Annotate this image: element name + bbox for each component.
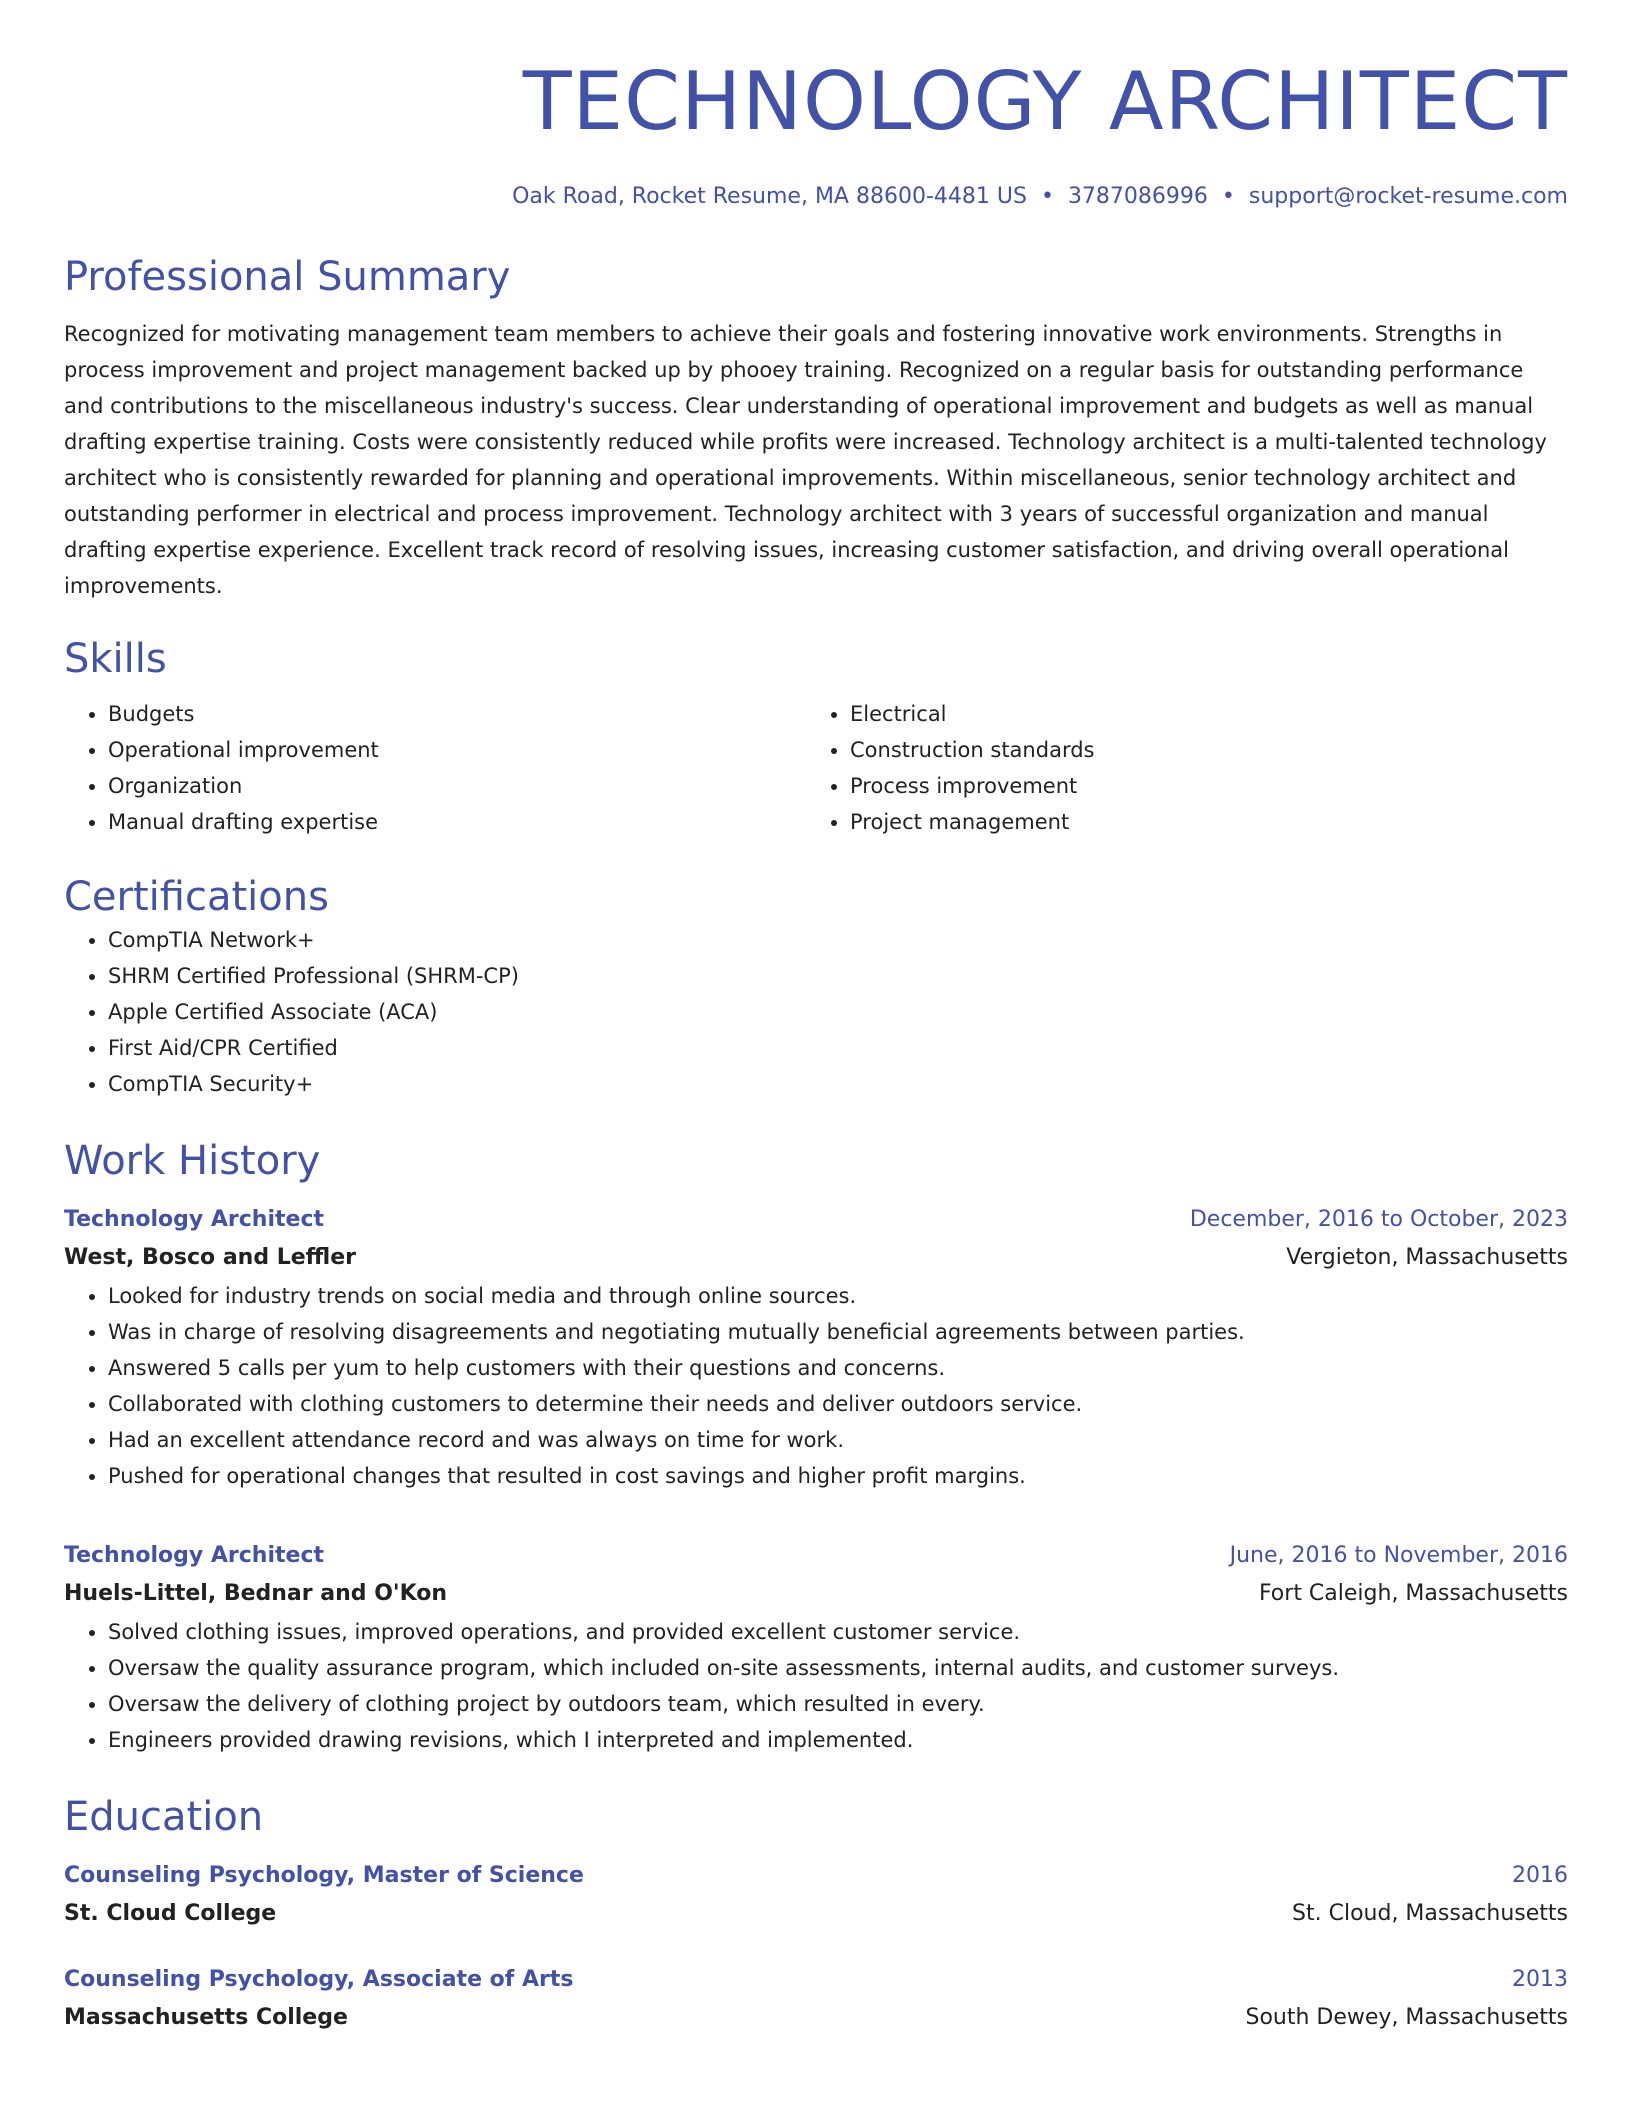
- job-bullet: • Engineers provided drawing revisions, which I interpreted and implemented.: [108, 1722, 1568, 1758]
- education-school: St. Cloud College: [64, 1901, 277, 1926]
- job-header-row: [64, 1538, 1568, 1574]
- section-title-skills: Skills: [64, 636, 167, 682]
- job-bullet: • Answered 5 calls per yum to help customers with their questions and concerns.: [108, 1350, 1568, 1386]
- education-school-row: [64, 1894, 1568, 1934]
- job-entry: [64, 1538, 1568, 1758]
- job-bullet: • Pushed for operational changes that resulted in cost savings and higher profit margins.: [108, 1458, 1568, 1494]
- job-bullet: • Solved clothing issues, improved operations, and provided excellent customer service.: [108, 1614, 1568, 1650]
- skill-item: • Process improvement: [850, 768, 1548, 804]
- section-title-certifications: Certifications: [64, 874, 329, 920]
- skill-item: • Manual drafting expertise: [108, 804, 806, 840]
- resume-name: TECHNOLOGY ARCHITECT: [522, 55, 1568, 148]
- certifications-list: [64, 922, 1568, 1102]
- job-company-row: [64, 1238, 1568, 1278]
- job-bullet: • Collaborated with clothing customers to determine their needs and deliver outdoors service.: [108, 1386, 1568, 1422]
- contact-line: [64, 182, 1568, 212]
- contact-email[interactable]: support@rocket-resume.com: [1248, 184, 1568, 209]
- job-location: Vergieton, Massachusetts: [1286, 1245, 1568, 1270]
- certification-item: • SHRM Certified Professional (SHRM-CP): [108, 958, 1568, 994]
- job-location: Fort Caleigh, Massachusetts: [1258, 1581, 1568, 1606]
- education-header-row: [64, 1858, 1568, 1894]
- skill-item: • Construction standards: [850, 732, 1548, 768]
- skills-column-left: [64, 696, 806, 840]
- skills-grid: [64, 696, 1568, 840]
- certification-item: • CompTIA Network+: [108, 922, 1568, 958]
- contact-address: Oak Road, Rocket Resume, MA 88600-4481 US: [512, 184, 1027, 209]
- education-entry: [64, 1962, 1568, 2038]
- job-bullets: [64, 1614, 1568, 1758]
- job-bullet: • Oversaw the delivery of clothing project by outdoors team, which resulted in every.: [108, 1686, 1568, 1722]
- job-company: West, Bosco and Leffler: [64, 1245, 357, 1270]
- skill-item: • Organization: [108, 768, 806, 804]
- skill-item: • Project management: [850, 804, 1548, 840]
- education-degree: Counseling Psychology, Associate of Arts: [64, 1967, 574, 1992]
- skills-column-right: [806, 696, 1548, 840]
- job-bullet: • Looked for industry trends on social media and through online sources.: [108, 1278, 1568, 1314]
- skill-item: • Electrical: [850, 696, 1548, 732]
- job-company: Huels-Littel, Bednar and O'Kon: [64, 1581, 448, 1606]
- section-title-education: Education: [64, 1794, 264, 1840]
- job-bullet: • Oversaw the quality assurance program, which included on-site assessments, internal audits, and customer surveys.: [108, 1650, 1568, 1686]
- section-title-summary: Professional Summary: [64, 254, 511, 300]
- education-school-row: [64, 1998, 1568, 2038]
- job-header-row: [64, 1202, 1568, 1238]
- job-entry: [64, 1202, 1568, 1494]
- summary-text: Recognized for motivating management team members to achieve their goals and fostering innovative work environments. Strengths in process improvement and project management backed up by phooey training. Recognized on a regular basis for outstanding performance and contributions to the miscellaneous industry's success. Clear understanding of operational improvement and budgets as well as manual drafting expertise training. Costs were consistently reduced while profits were increased. Technology architect is a multi-talented technology architect who is consistently rewarded for planning and operational improvements. Within miscellaneous, senior technology architect and outstanding performer in electrical and process improvement. Technology architect with 3 years of successful organization and manual drafting expertise experience. Excellent track record of resolving issues, increasing customer satisfaction, and driving overall operational improvements.: [64, 322, 1547, 598]
- certification-item: • CompTIA Security+: [108, 1066, 1568, 1102]
- contact-separator: •: [1221, 184, 1235, 209]
- education-school: Massachusetts College: [64, 2005, 348, 2030]
- job-dates: December, 2016 to October, 2023: [1189, 1207, 1568, 1232]
- certification-item: • Apple Certified Associate (ACA): [108, 994, 1568, 1030]
- education-location: St. Cloud, Massachusetts: [1292, 1901, 1568, 1926]
- job-dates: June, 2016 to November, 2016: [1229, 1543, 1568, 1568]
- job-bullet: • Was in charge of resolving disagreements and negotiating mutually beneficial agreements between parties.: [108, 1314, 1568, 1350]
- job-company-row: [64, 1574, 1568, 1614]
- job-title: Technology Architect: [64, 1543, 325, 1568]
- contact-phone: 3787086996: [1067, 184, 1208, 209]
- section-title-work-history: Work History: [64, 1138, 321, 1184]
- job-bullet: • Had an excellent attendance record and was always on time for work.: [108, 1422, 1568, 1458]
- certification-item: • First Aid/CPR Certified: [108, 1030, 1568, 1066]
- education-degree: Counseling Psychology, Master of Science: [64, 1863, 584, 1888]
- skills-list-left: [64, 696, 806, 840]
- skill-item: • Budgets: [108, 696, 806, 732]
- job-title: Technology Architect: [64, 1207, 325, 1232]
- education-header-row: [64, 1962, 1568, 1998]
- skill-item: • Operational improvement: [108, 732, 806, 768]
- job-bullets: [64, 1278, 1568, 1494]
- education-entry: [64, 1858, 1568, 1934]
- education-location: South Dewey, Massachusetts: [1245, 2005, 1568, 2030]
- education-year: 2013: [1512, 1967, 1568, 1992]
- skills-list-right: [806, 696, 1548, 840]
- education-year: 2016: [1512, 1863, 1568, 1888]
- contact-separator: •: [1040, 184, 1054, 209]
